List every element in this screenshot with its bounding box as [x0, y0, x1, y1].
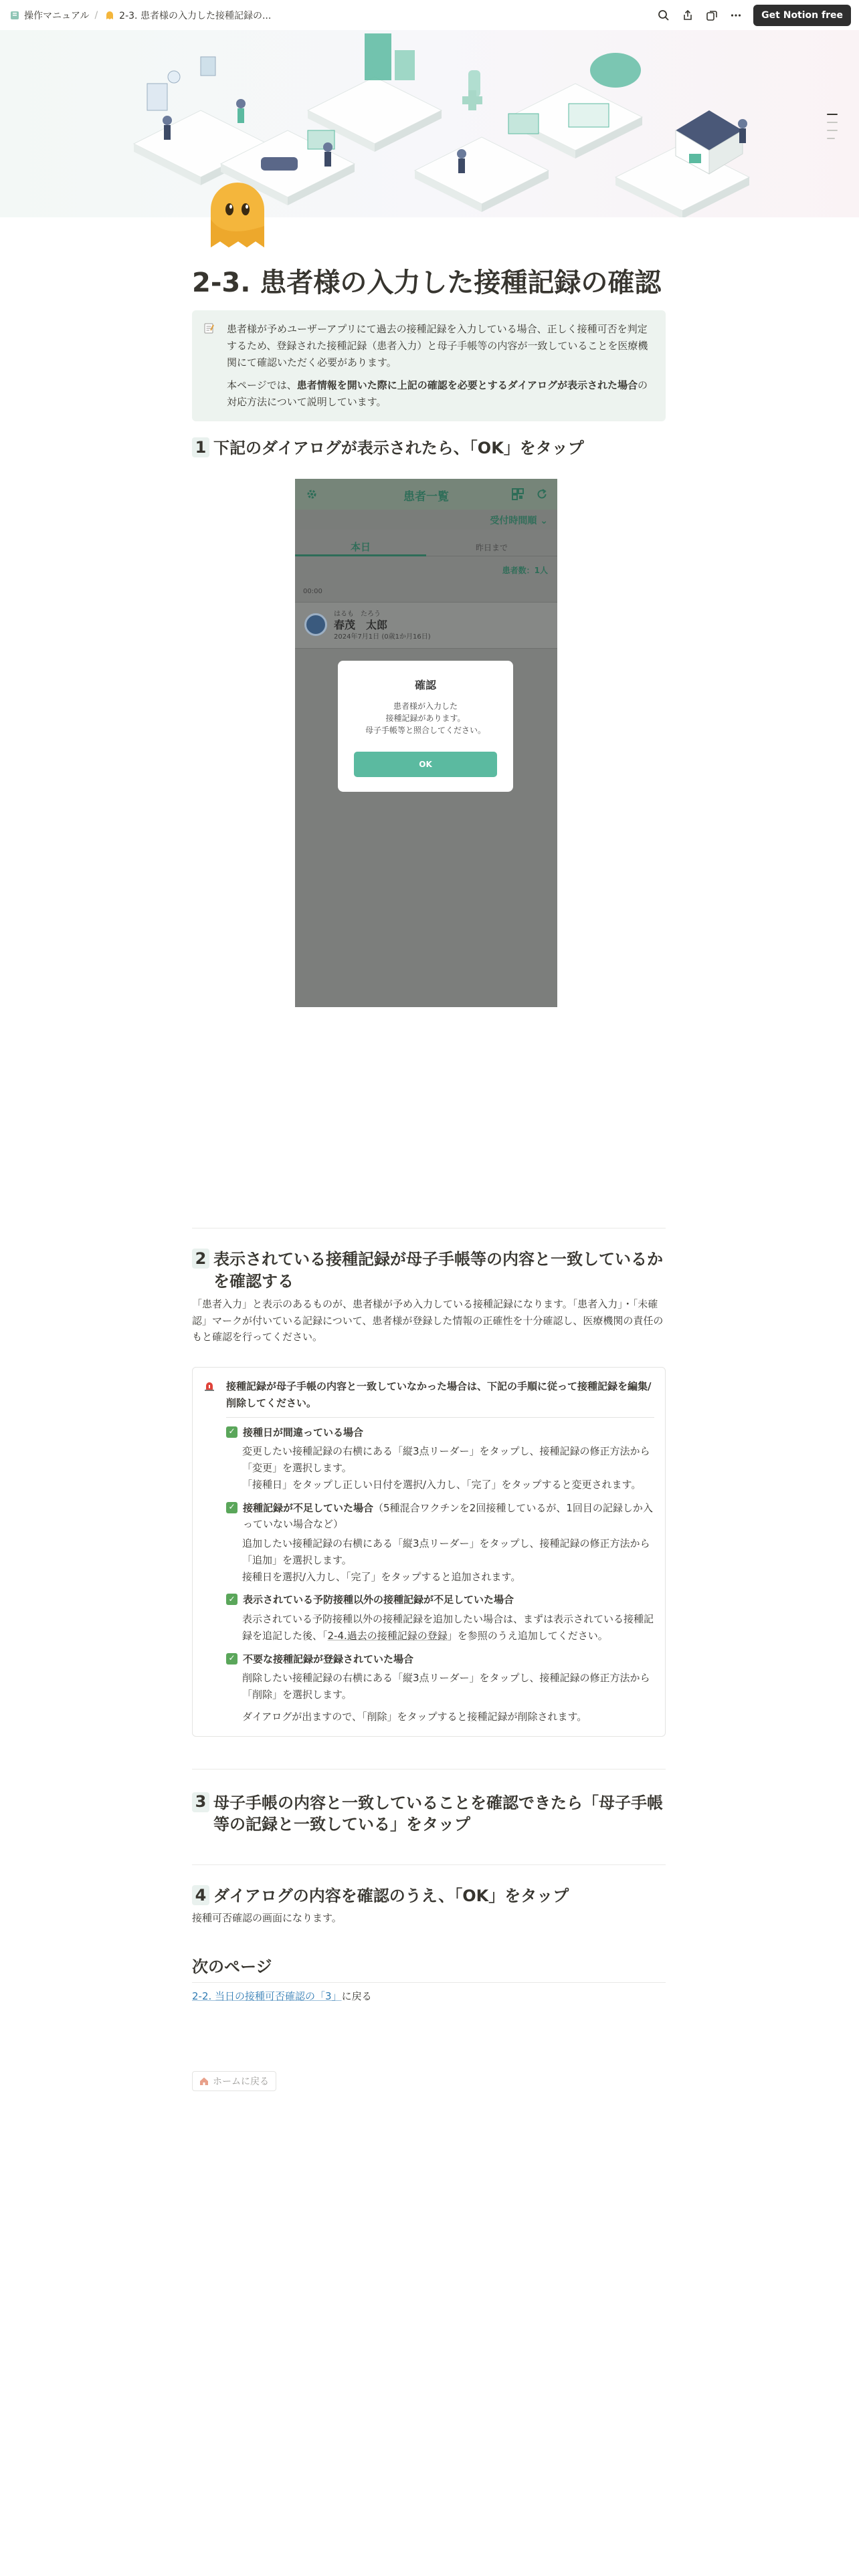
more-icon[interactable]: [725, 5, 747, 26]
cover-image: [0, 30, 859, 217]
share-icon[interactable]: [677, 5, 698, 26]
phone-screenshot: [295, 479, 557, 1007]
step-4-heading: 4 ダイアログの内容を確認のうえ、「OK」をタップ: [192, 1885, 666, 1907]
check-item: ✓ 接種日が間違っている場合: [226, 1424, 654, 1441]
breadcrumb-item-manual[interactable]: 操作マニュアル: [24, 10, 90, 21]
get-notion-free-button[interactable]: Get Notion free: [753, 5, 851, 26]
check-item-detail: 削除したい接種記録の右横にある「縦3点リーダー」をタップし、接種記録の修正方法から「削除」を選択します。: [242, 1672, 650, 1701]
check-item-detail: ダイアログが出ますので、「削除」をタップすると接種記録が削除されます。: [242, 1710, 587, 1723]
refresh-icon: [536, 488, 548, 503]
home-button[interactable]: ホームに戻る: [192, 2071, 276, 2091]
siren-icon: [203, 1378, 219, 1725]
step-3-heading: 3 母子手帳の内容と一致していることを確認できたら「母子手帳等の記録と一致している」をタップ: [192, 1792, 666, 1836]
ghost-icon: [103, 9, 116, 22]
check-mark-icon: ✓: [226, 1502, 237, 1513]
phone-patient-count: 患者数：1人: [502, 566, 548, 576]
avatar: [304, 613, 327, 636]
duplicate-icon[interactable]: [701, 5, 723, 26]
check-item-detail: 「接種日」をタップし正しい日付を選択/入力し、「完了」をタップすると変更されます。: [242, 1478, 642, 1491]
phone-patient-card: [295, 602, 557, 649]
breadcrumb: [8, 9, 271, 22]
confirm-dialog: [338, 661, 513, 792]
check-mark-icon: ✓: [226, 1594, 237, 1605]
dialog-ok-button: OK: [354, 752, 497, 777]
memo-icon: [203, 321, 219, 411]
check-mark-icon: ✓: [226, 1426, 237, 1438]
dialog-body: 患者様が入力した 接種記録があります。 母子手帳等と照合してください。: [365, 702, 486, 736]
intro-callout: [192, 310, 666, 421]
check-item-detail: 表示されている予防接種以外の接種記録を追加したい場合は、まずは表示されている接種記録を追記した後、「2-4.過去の接種記録の登録」を参照のうえ追加してください。: [242, 1613, 654, 1642]
check-item-detail: 変更したい接種記録の右横にある「縦3点リーダー」をタップし、接種記録の修正方法から「変更」を選択します。: [242, 1445, 650, 1475]
toc-marker[interactable]: [827, 114, 838, 115]
check-item: ✓ 不要な接種記録が登録されていた場合: [226, 1651, 654, 1668]
phone-sort-dropdown: 受付時間順 ⌄: [490, 516, 548, 527]
phone-header-title: 患者一覧: [403, 490, 449, 504]
search-icon[interactable]: [653, 5, 674, 26]
past-record-link[interactable]: 2-4.過去の接種記録の登録: [327, 1629, 448, 1642]
phone-screenshot-container: [192, 459, 666, 1228]
step-number: 1: [192, 437, 209, 457]
phone-header: [295, 479, 557, 510]
warning-heading: 接種記録が母子手帳の内容と一致していなかった場合は、下記の手順に従って接種記録を編集/削除してください。: [226, 1380, 652, 1409]
qr-icon: [512, 488, 524, 503]
page-content: [192, 257, 666, 2091]
step-4-description: 接種可否確認の画面になります。: [192, 1911, 342, 1924]
step-1-heading: 1 下記のダイアログが表示されたら、「OK」をタップ: [192, 437, 666, 459]
check-item: ✓ 接種記録が不足していた場合（5種混合ワクチンを2回接種しているが、1回目の記録しか入っていない場合など）: [226, 1500, 654, 1533]
toc-marker[interactable]: [827, 130, 838, 131]
dialog-title: 確認: [414, 679, 436, 692]
step-2-heading: 2 表示されている接種記録が母子手帳等の内容と一致しているかを確認する: [192, 1249, 666, 1292]
patient-dob: 2024年7月1日 (0歳1か月16日): [334, 633, 431, 641]
toc-marker[interactable]: [827, 122, 838, 123]
next-page-link[interactable]: 2-2. 当日の接種可否確認の「3」: [192, 1990, 342, 2002]
top-bar: [0, 0, 859, 30]
divider: [192, 1982, 666, 1983]
phone-tab-today: 本日: [295, 538, 426, 556]
warning-callout: [192, 1367, 666, 1737]
book-icon: [8, 9, 21, 22]
check-item: ✓ 表示されている予防接種以外の接種記録が不足していた場合: [226, 1592, 654, 1608]
step-number: 3: [192, 1792, 209, 1812]
intro-paragraph-1: 患者様が予めユーザーアプリにて過去の接種記録を入力している場合、正しく接種可否を判定するため、登録された接種記録（患者入力）と母子手帳等の内容が一致していることを医療機関にて確認いただく必要があります。: [227, 323, 648, 368]
toc-marker[interactable]: [827, 138, 835, 139]
breadcrumb-separator: /: [94, 9, 98, 21]
check-item-detail: 追加したい接種記録の右横にある「縦3点リーダー」をタップし、接種記録の修正方法から「追加」を選択します。: [242, 1537, 650, 1566]
next-page-heading: 次のページ: [192, 1957, 272, 1976]
page-title: 2-3. 患者様の入力した接種記録の確認: [192, 267, 662, 298]
page-icon-ghost: [201, 173, 274, 253]
patient-kana: はるも たろう: [334, 611, 381, 619]
check-item-detail: 接種日を選択/入力し、「完了」をタップすると追加されます。: [242, 1570, 521, 1583]
home-icon: [199, 2076, 209, 2086]
phone-tab-past: 昨日まで: [426, 538, 557, 556]
phone-time: 00:00: [303, 588, 322, 596]
divider: [226, 1417, 654, 1418]
step-number: 2: [192, 1249, 209, 1269]
step-number: 4: [192, 1885, 209, 1905]
divider: [192, 1864, 666, 1865]
check-mark-icon: ✓: [226, 1653, 237, 1665]
intro-paragraph-2: 本ページでは、患者情報を開いた際に上記の確認を必要とするダイアログが表示された場合の対応方法について説明しています。: [227, 379, 648, 408]
step-2-description: 「患者入力」と表示のあるものが、患者様が予め入力している接種記録になります。「患者入力」・「未確認」マークが付いている記録について、患者様が登録した情報の正確性を十分確認し、医療機関の責任のもと確認を行ってください。: [192, 1297, 664, 1344]
patient-name: 春茂 太郎: [334, 619, 388, 632]
table-of-contents-markers[interactable]: [827, 114, 838, 139]
cover-illustration: [0, 30, 859, 217]
next-page-line: 2-2. 当日の接種可否確認の「3」に戻る: [192, 1990, 372, 2002]
breadcrumb-item-current[interactable]: 2-3. 患者様の入力した接種記録の...: [119, 10, 272, 21]
